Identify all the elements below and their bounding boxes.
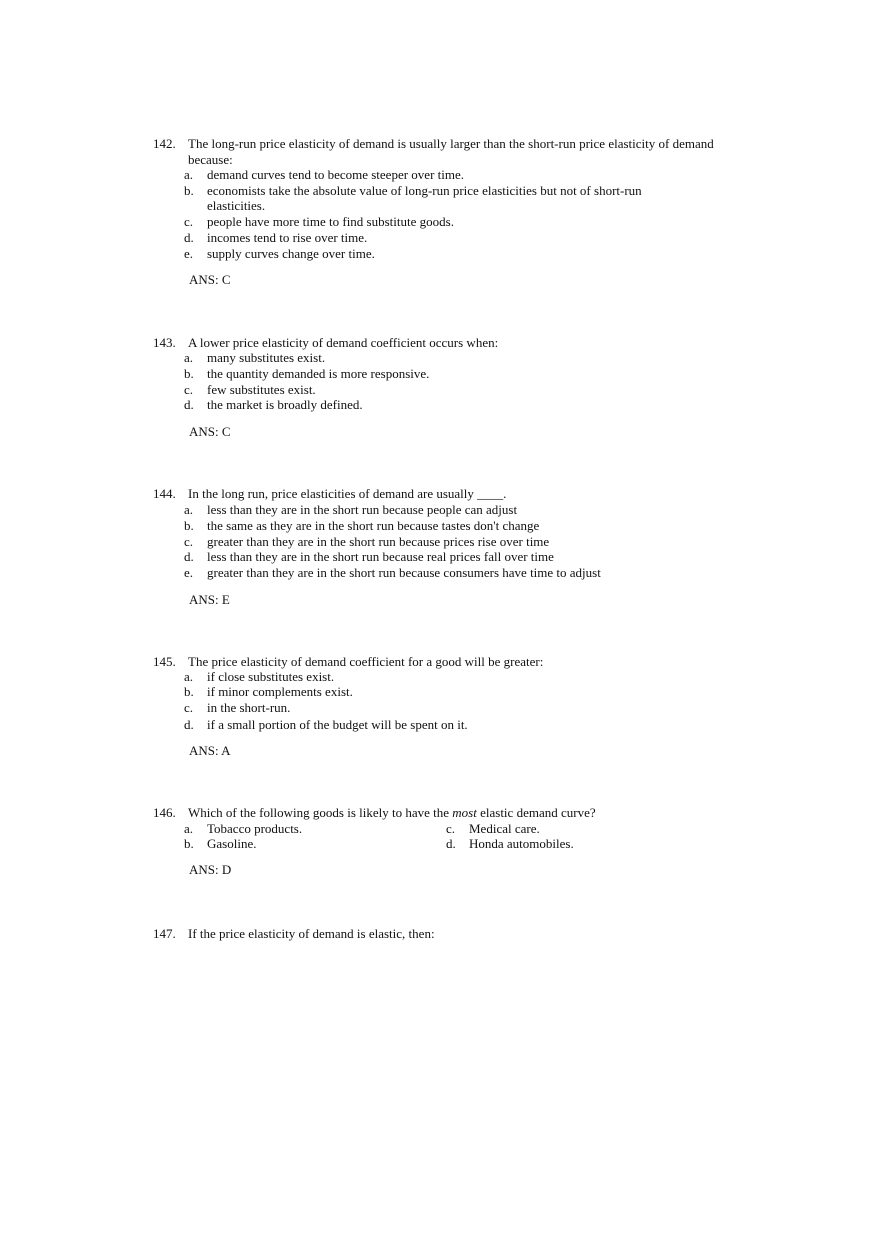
option-letter: d.: [184, 230, 194, 245]
option-text: Honda automobiles.: [469, 836, 574, 851]
option-letter: b.: [184, 684, 194, 699]
option-text: the same as they are in the short run because tastes don't change: [207, 518, 540, 533]
question-number: 143.: [153, 335, 176, 350]
option-letter: c.: [184, 700, 194, 715]
answer-key: ANS: C: [189, 424, 231, 439]
option-text: economists take the absolute value of long-run price elasticities but not of short-run: [207, 183, 642, 198]
question-number: 146.: [153, 805, 176, 820]
question-text: A lower price elasticity of demand coefficient occurs when:: [188, 335, 499, 350]
option-text: greater than they are in the short run because consumers have time to adjust: [207, 565, 601, 580]
option-letter: c.: [184, 382, 194, 397]
option-letter: c.: [184, 214, 194, 229]
option-text: Tobacco products.: [207, 821, 303, 836]
option-text: few substitutes exist.: [207, 382, 316, 397]
option-letter: d.: [184, 549, 194, 564]
question-text: The price elasticity of demand coefficient for a good will be greater:: [188, 654, 544, 669]
option-letter: a.: [184, 350, 194, 365]
option-letter: c.: [184, 534, 194, 549]
option-text: if minor complements exist.: [207, 684, 353, 699]
question-number: 142.: [153, 136, 176, 151]
option-letter: b.: [184, 836, 194, 851]
option-text: if a small portion of the budget will be spent on it.: [207, 717, 468, 732]
option-letter: e.: [184, 246, 194, 261]
answer-key: ANS: C: [189, 272, 231, 287]
option-text: greater than they are in the short run because prices rise over time: [207, 534, 550, 549]
question-text: If the price elasticity of demand is elastic, then:: [188, 926, 435, 941]
option-text: demand curves tend to become steeper over time.: [207, 167, 465, 182]
option-text: if close substitutes exist.: [207, 669, 335, 684]
option-letter: c.: [446, 821, 456, 836]
option-letter: a.: [184, 167, 194, 182]
question-number: 145.: [153, 654, 176, 669]
option-text: elasticities.: [207, 198, 266, 213]
option-letter: a.: [184, 502, 194, 517]
option-text: less than they are in the short run because people can adjust: [207, 502, 518, 517]
option-letter: d.: [446, 836, 456, 851]
option-text: less than they are in the short run because real prices fall over time: [207, 549, 554, 564]
question-text: because:: [188, 152, 233, 167]
question-text-before: Which of the following goods is likely to have the: [188, 805, 453, 820]
question-text: The long-run price elasticity of demand is usually larger than the short-run price elasticity of demand: [188, 136, 714, 151]
answer-key: ANS: E: [189, 592, 230, 607]
option-text: in the short-run.: [207, 700, 291, 715]
option-letter: a.: [184, 821, 194, 836]
option-letter: b.: [184, 366, 194, 381]
question-text: In the long run, price elasticities of demand are usually ____.: [188, 486, 507, 501]
option-letter: e.: [184, 565, 194, 580]
question-text-emphasis: most: [452, 805, 477, 820]
option-letter: d.: [184, 397, 194, 412]
option-text: many substitutes exist.: [207, 350, 326, 365]
answer-key: ANS: A: [189, 743, 231, 758]
option-text: people have more time to find substitute goods.: [207, 214, 454, 229]
question-text-after: elastic demand curve?: [476, 805, 596, 820]
option-text: supply curves change over time.: [207, 246, 375, 261]
option-text: Gasoline.: [207, 836, 257, 851]
option-text: the market is broadly defined.: [207, 397, 363, 412]
question-number: 147.: [153, 926, 176, 941]
option-letter: b.: [184, 518, 194, 533]
option-letter: b.: [184, 183, 194, 198]
option-text: incomes tend to rise over time.: [207, 230, 368, 245]
option-text: the quantity demanded is more responsive.: [207, 366, 430, 381]
answer-key: ANS: D: [189, 862, 232, 877]
option-text: Medical care.: [469, 821, 540, 836]
option-letter: a.: [184, 669, 194, 684]
question-text: [188, 805, 596, 821]
option-letter: d.: [184, 717, 194, 732]
question-number: 144.: [153, 486, 176, 501]
